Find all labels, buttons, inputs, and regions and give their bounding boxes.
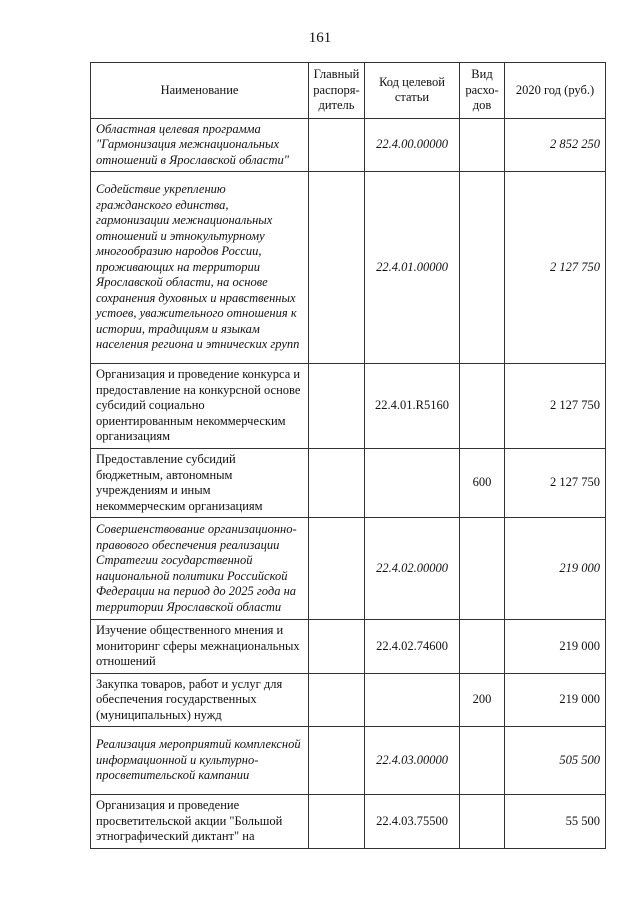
table-row	[91, 727, 606, 795]
row-name-cell: Предоставление субсидий бюджетным, автономным учреждениям и иным некоммерческим организациям	[91, 449, 309, 518]
row-type-cell: 600	[460, 449, 505, 518]
row-admin-cell	[309, 118, 365, 172]
row-code-cell	[365, 449, 460, 518]
table-row	[91, 172, 606, 364]
row-code-cell: 22.4.02.74600	[365, 620, 460, 674]
row-code-cell: 22.4.03.00000	[365, 727, 460, 795]
header-type: Вид расхо-дов	[460, 63, 505, 119]
row-name-cell: Организация и проведение просветительской акции "Большой этнографический диктант" на	[91, 795, 309, 849]
table-row	[91, 364, 606, 449]
row-admin-cell	[309, 620, 365, 674]
header-amount: 2020 год (руб.)	[505, 63, 606, 119]
table-row	[91, 620, 606, 674]
row-name-cell: Областная целевая программа "Гармонизация межнациональных отношений в Ярославской области"	[91, 118, 309, 172]
row-admin-cell	[309, 673, 365, 727]
row-amount-cell: 219 000	[505, 673, 606, 727]
table-header	[91, 63, 606, 119]
table-row	[91, 795, 606, 849]
row-type-cell	[460, 518, 505, 620]
row-amount-cell: 55 500	[505, 795, 606, 849]
row-amount-cell: 2 852 250	[505, 118, 606, 172]
row-admin-cell	[309, 449, 365, 518]
row-code-cell: 22.4.01.R5160	[365, 364, 460, 449]
row-type-cell	[460, 172, 505, 364]
header-name: Наименование	[91, 63, 309, 119]
row-type-cell	[460, 795, 505, 849]
row-admin-cell	[309, 518, 365, 620]
row-admin-cell	[309, 727, 365, 795]
row-code-cell: 22.4.03.75500	[365, 795, 460, 849]
header-code: Код целевой статьи	[365, 63, 460, 119]
row-admin-cell	[309, 364, 365, 449]
row-admin-cell	[309, 795, 365, 849]
row-admin-cell	[309, 172, 365, 364]
row-amount-cell: 2 127 750	[505, 449, 606, 518]
row-name-cell: Реализация мероприятий комплексной информационной и культурно-просветительской кампании	[91, 727, 309, 795]
row-type-cell	[460, 118, 505, 172]
row-name-cell: Организация и проведение конкурса и предоставление на конкурсной основе субсидий социально ориентированным некоммерческим организациям	[91, 364, 309, 449]
row-type-cell: 200	[460, 673, 505, 727]
row-amount-cell: 219 000	[505, 518, 606, 620]
row-code-cell	[365, 673, 460, 727]
table-row	[91, 118, 606, 172]
row-type-cell	[460, 727, 505, 795]
row-amount-cell: 219 000	[505, 620, 606, 674]
row-amount-cell: 505 500	[505, 727, 606, 795]
budget-table	[90, 62, 606, 849]
row-code-cell: 22.4.02.00000	[365, 518, 460, 620]
table-row	[91, 518, 606, 620]
table-row	[91, 449, 606, 518]
row-code-cell: 22.4.01.00000	[365, 172, 460, 364]
row-name-cell: Изучение общественного мнения и мониторинг сферы межнациональных отношений	[91, 620, 309, 674]
row-code-cell: 22.4.00.00000	[365, 118, 460, 172]
row-amount-cell: 2 127 750	[505, 172, 606, 364]
table-row	[91, 673, 606, 727]
row-amount-cell: 2 127 750	[505, 364, 606, 449]
row-type-cell	[460, 364, 505, 449]
row-name-cell: Совершенствование организационно-правового обеспечения реализации Стратегии государственной национальной политики Российской Федерации на период до 2025 года на территории Ярославской области	[91, 518, 309, 620]
table-body	[91, 118, 606, 849]
header-row	[91, 63, 606, 119]
row-type-cell	[460, 620, 505, 674]
row-name-cell: Закупка товаров, работ и услуг для обеспечения государственных (муниципальных) нужд	[91, 673, 309, 727]
header-admin: Главный распоря-дитель	[309, 63, 365, 119]
row-name-cell: Содействие укреплению гражданского единства, гармонизации межнациональных отношений и этнокультурному многообразию народов России, проживающих на территории Ярославской области, на основе сохранения духовных и нравственных устоев, уважительного отношения к истории, традициям и языкам населения региона и этнических групп	[91, 172, 309, 364]
page-number: 161	[308, 30, 332, 46]
